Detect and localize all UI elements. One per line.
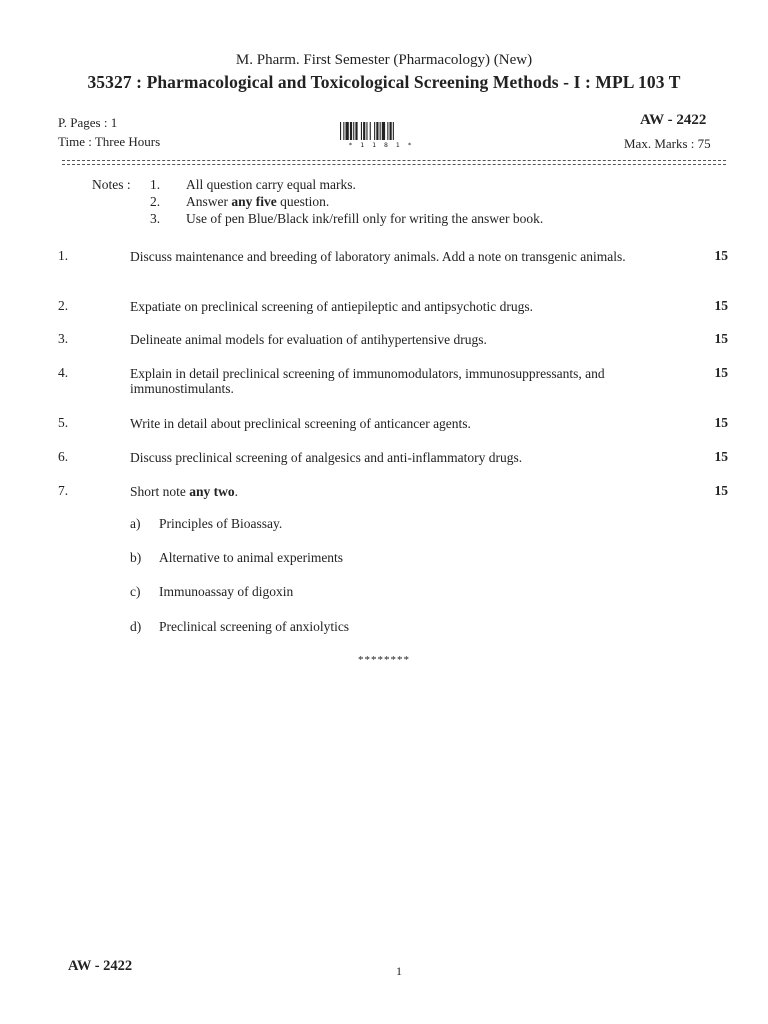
paper-code: AW - 2422 [640,112,707,128]
question-number: 2. [58,298,69,313]
question-text: Short note any two. [130,484,239,499]
question-marks: 15 [714,298,728,313]
note-number: 2. [150,194,161,209]
header-divider-lower [62,164,726,165]
footer-paper-code: AW - 2422 [68,958,133,974]
sub-question-text: Immunoassay of digoxin [159,584,294,599]
note-text: Use of pen Blue/Black ink/refill only for writing the answer book. [186,211,544,226]
page-count: P. Pages : 1 [58,115,118,130]
sub-question-text: Preclinical screening of anxiolytics [159,619,350,634]
question-marks: 15 [714,248,728,263]
note-text: Answer any five question. [186,194,330,209]
notes-label: Notes : [92,177,131,192]
sub-question-label: b) [130,550,142,565]
question-number: 6. [58,449,69,464]
question-marks: 15 [714,415,728,430]
question-text: Expatiate on preclinical screening of antiepileptic and antipsychotic drugs. [130,299,533,314]
exam-subtitle: M. Pharm. First Semester (Pharmacology) (New) [235,52,533,68]
page-number: 1 [396,964,402,978]
question-number: 4. [58,365,69,380]
sub-question-text: Alternative to animal experiments [159,550,344,565]
sub-question-label: c) [130,584,141,599]
note-number: 3. [150,211,161,226]
question-marks: 15 [714,331,728,346]
question-number: 3. [58,331,69,346]
question-text: Delineate animal models for evaluation of antihypertensive drugs. [130,332,487,347]
exam-title: 35327 : Pharmacological and Toxicological Screening Methods - I : MPL 103 T [87,72,681,92]
note-text: All question carry equal marks. [186,177,356,192]
end-of-paper-marker: ******** [358,654,410,666]
max-marks: Max. Marks : 75 [624,136,711,151]
question-text: Discuss preclinical screening of analgesics and anti-inflammatory drugs. [130,450,523,465]
question-number: 7. [58,483,69,498]
barcode-digits: * 1 1 8 1 * [348,141,414,149]
question-number: 5. [58,415,69,430]
question-number: 1. [58,248,69,263]
exam-duration: Time : Three Hours [58,134,161,149]
question-text: Write in detail about preclinical screening of anticancer agents. [130,416,471,431]
header-divider [62,160,726,161]
question-marks: 15 [714,365,728,380]
sub-question-label: d) [130,619,142,634]
sub-question-label: a) [130,516,141,531]
question-text: Explain in detail preclinical screening of immunomodulators, immunosuppressants, and immunostimulants. [130,366,605,396]
question-text: Discuss maintenance and breeding of laboratory animals. Add a note on transgenic animals. [130,249,626,264]
question-marks: 15 [714,483,728,498]
sub-question-text: Principles of Bioassay. [159,516,283,531]
note-number: 1. [150,177,161,192]
question-marks: 15 [714,449,728,464]
